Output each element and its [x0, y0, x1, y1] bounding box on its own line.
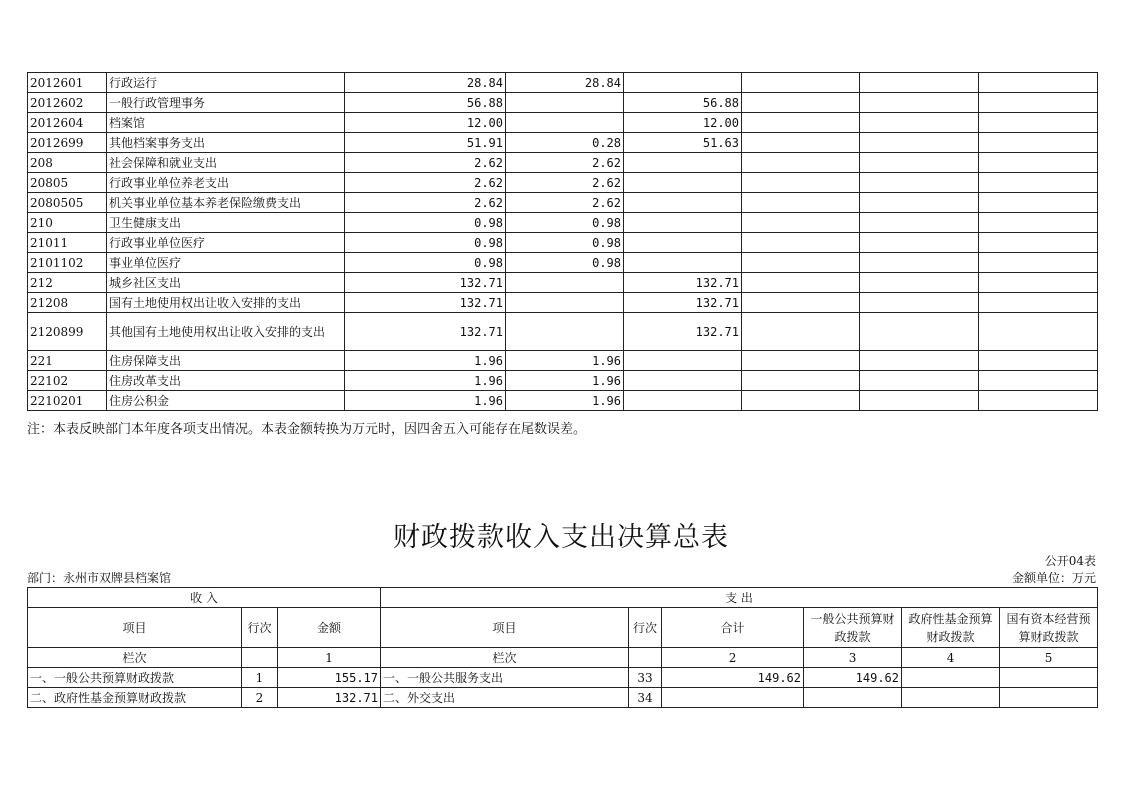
- expense-total-cell: [662, 688, 804, 708]
- empty-cell: [860, 313, 979, 351]
- general-budget-cell: 149.62: [804, 668, 902, 688]
- table-row: [28, 153, 1098, 173]
- item-code-cell: 22102: [28, 371, 107, 391]
- expense-header: 支 出: [381, 588, 1098, 608]
- general-budget-cell: [804, 688, 902, 708]
- gov-fund-cell: [902, 668, 1000, 688]
- table-row: [28, 313, 1098, 351]
- empty-cell: [742, 233, 860, 253]
- item-name-cell: 国有土地使用权出让收入安排的支出: [107, 293, 345, 313]
- expense-item-cell: 一、一般公共服务支出: [381, 668, 629, 688]
- total-cell: 28.84: [345, 73, 506, 93]
- item-name-cell: 档案馆: [107, 113, 345, 133]
- empty-cell: [742, 273, 860, 293]
- page-title: 财政拨款收入支出决算总表: [393, 522, 729, 553]
- item-code-cell: 2210201: [28, 391, 107, 411]
- project-expense-cell: 12.00: [624, 113, 742, 133]
- table-row: [28, 233, 1098, 253]
- item-name-cell: 其他档案事务支出: [107, 133, 345, 153]
- empty-cell: [979, 133, 1098, 153]
- item-name-cell: 卫生健康支出: [107, 213, 345, 233]
- item-name-cell: 一般行政管理事务: [107, 93, 345, 113]
- gov-fund-cell: [902, 688, 1000, 708]
- item-name-cell: 住房保障支出: [107, 351, 345, 371]
- basic-expense-cell: 0.28: [506, 133, 624, 153]
- table-row: [28, 173, 1098, 193]
- table-row: [28, 668, 1098, 688]
- empty-cell: [860, 351, 979, 371]
- empty-cell: [860, 273, 979, 293]
- project-expense-cell: [624, 233, 742, 253]
- empty-cell: [979, 233, 1098, 253]
- item-name-cell: 其他国有土地使用权出让收入安排的支出: [107, 313, 345, 351]
- item-name-cell: 住房公积金: [107, 391, 345, 411]
- project-expense-cell: [624, 153, 742, 173]
- total-cell: 0.98: [345, 213, 506, 233]
- table-row: [28, 688, 1098, 708]
- total-cell: 0.98: [345, 233, 506, 253]
- income-item-header: 项目: [28, 608, 242, 648]
- empty-cell: [979, 73, 1098, 93]
- empty-cell: [860, 213, 979, 233]
- expense-line-header: 行次: [629, 608, 662, 648]
- total-cell: 1.96: [345, 371, 506, 391]
- column-index-5: 5: [1000, 648, 1098, 668]
- empty-cell: [860, 233, 979, 253]
- total-cell: 2.62: [345, 153, 506, 173]
- item-code-cell: 210: [28, 213, 107, 233]
- empty-cell: [979, 113, 1098, 133]
- table-row: [28, 371, 1098, 391]
- table-row: [28, 213, 1098, 233]
- item-code-cell: 212: [28, 273, 107, 293]
- item-name-cell: 行政事业单位医疗: [107, 233, 345, 253]
- state-capital-cell: [1000, 668, 1098, 688]
- empty-cell: [979, 351, 1098, 371]
- project-expense-cell: [624, 371, 742, 391]
- expense-detail-body: [28, 73, 1098, 411]
- empty-cell: [860, 173, 979, 193]
- table-row: [28, 73, 1098, 93]
- project-expense-cell: 132.71: [624, 293, 742, 313]
- empty-cell: [979, 153, 1098, 173]
- expense-total-cell: 149.62: [662, 668, 804, 688]
- empty-cell: [860, 253, 979, 273]
- item-name-cell: 行政事业单位养老支出: [107, 173, 345, 193]
- total-cell: 132.71: [345, 293, 506, 313]
- income-item-cell: 二、政府性基金预算财政拨款: [28, 688, 242, 708]
- empty-cell: [860, 73, 979, 93]
- item-code-cell: 2012602: [28, 93, 107, 113]
- empty-cell: [979, 253, 1098, 273]
- empty-cell: [742, 351, 860, 371]
- income-item-cell: 一、一般公共预算财政拨款: [28, 668, 242, 688]
- basic-expense-cell: 2.62: [506, 193, 624, 213]
- basic-expense-cell: 0.98: [506, 213, 624, 233]
- item-code-cell: 2101102: [28, 253, 107, 273]
- total-cell: 2.62: [345, 193, 506, 213]
- table-row: [28, 193, 1098, 213]
- item-code-cell: 208: [28, 153, 107, 173]
- item-name-cell: 行政运行: [107, 73, 345, 93]
- empty-cell: [979, 193, 1098, 213]
- income-amount-cell: 132.71: [278, 688, 381, 708]
- income-line-cell: 2: [242, 688, 278, 708]
- project-expense-cell: 56.88: [624, 93, 742, 113]
- empty-cell: [979, 391, 1098, 411]
- column-index-4: 4: [902, 648, 1000, 668]
- basic-expense-cell: 2.62: [506, 173, 624, 193]
- empty-cell: [979, 371, 1098, 391]
- column-index-1: 1: [278, 648, 381, 668]
- item-code-cell: 20805: [28, 173, 107, 193]
- project-expense-cell: [624, 253, 742, 273]
- total-cell: 0.98: [345, 253, 506, 273]
- item-code-cell: 2012604: [28, 113, 107, 133]
- basic-expense-cell: [506, 293, 624, 313]
- total-cell: 2.62: [345, 173, 506, 193]
- project-expense-cell: [624, 193, 742, 213]
- basic-expense-cell: 1.96: [506, 391, 624, 411]
- item-name-cell: 城乡社区支出: [107, 273, 345, 293]
- gov-fund-header: 政府性基金预算财政拨款: [902, 608, 1000, 648]
- table-row: [28, 113, 1098, 133]
- amount-unit-label: 金额单位：万元: [1011, 571, 1096, 585]
- empty-cell: [742, 113, 860, 133]
- project-expense-cell: [624, 173, 742, 193]
- empty-cell: [860, 391, 979, 411]
- project-expense-cell: [624, 213, 742, 233]
- empty-cell: [979, 213, 1098, 233]
- table-row: [28, 133, 1098, 153]
- expense-total-header: 合计: [662, 608, 804, 648]
- project-expense-cell: [624, 351, 742, 371]
- item-code-cell: 21208: [28, 293, 107, 313]
- basic-expense-cell: [506, 273, 624, 293]
- expense-line-cell: 34: [629, 688, 662, 708]
- basic-expense-cell: [506, 113, 624, 133]
- empty-cell: [742, 193, 860, 213]
- table-row: [28, 253, 1098, 273]
- income-amount-header: 金额: [278, 608, 381, 648]
- empty-cell: [742, 391, 860, 411]
- state-capital-header: 国有资本经营预算财政拨款: [1000, 608, 1098, 648]
- basic-expense-cell: 2.62: [506, 153, 624, 173]
- project-expense-cell: [624, 73, 742, 93]
- total-cell: 51.91: [345, 133, 506, 153]
- empty-cell: [860, 153, 979, 173]
- item-name-cell: 事业单位医疗: [107, 253, 345, 273]
- empty-cell: [742, 153, 860, 173]
- income-amount-cell: 155.17: [278, 668, 381, 688]
- empty-cell: [979, 173, 1098, 193]
- empty-cell: [742, 173, 860, 193]
- expense-item-cell: 二、外交支出: [381, 688, 629, 708]
- basic-expense-cell: 0.98: [506, 233, 624, 253]
- department-label: 部门：永州市双牌县档案馆: [27, 571, 172, 585]
- state-capital-cell: [1000, 688, 1098, 708]
- column-index-exp-label: 栏次: [381, 648, 629, 668]
- project-expense-cell: [624, 391, 742, 411]
- table-note: 注：本表反映部门本年度各项支出情况。本表金额转换为万元时，因四舍五入可能存在尾数误差。: [27, 422, 587, 437]
- total-cell: 56.88: [345, 93, 506, 113]
- item-code-cell: 2012699: [28, 133, 107, 153]
- basic-expense-cell: 1.96: [506, 351, 624, 371]
- expense-detail-table: [27, 72, 1098, 411]
- fiscal-summary-body: [28, 668, 1098, 708]
- project-expense-cell: 132.71: [624, 273, 742, 293]
- item-code-cell: 2080505: [28, 193, 107, 213]
- total-cell: 132.71: [345, 273, 506, 293]
- empty-cell: [742, 213, 860, 233]
- basic-expense-cell: 28.84: [506, 73, 624, 93]
- empty-cell: [979, 313, 1098, 351]
- empty-cell: [742, 253, 860, 273]
- fiscal-summary-table: [27, 587, 1098, 708]
- item-code-cell: 2012601: [28, 73, 107, 93]
- total-cell: 12.00: [345, 113, 506, 133]
- table-row: [28, 351, 1098, 371]
- basic-expense-cell: 0.98: [506, 253, 624, 273]
- item-code-cell: 221: [28, 351, 107, 371]
- empty-cell: [742, 293, 860, 313]
- expense-line-cell: 33: [629, 668, 662, 688]
- total-cell: 1.96: [345, 351, 506, 371]
- basic-expense-cell: 1.96: [506, 371, 624, 391]
- basic-expense-cell: [506, 93, 624, 113]
- empty-cell: [860, 133, 979, 153]
- expense-item-header: 项目: [381, 608, 629, 648]
- income-line-header: 行次: [242, 608, 278, 648]
- project-expense-cell: 132.71: [624, 313, 742, 351]
- table-row: [28, 293, 1098, 313]
- empty-cell: [860, 371, 979, 391]
- basic-expense-cell: [506, 313, 624, 351]
- empty-cell: [742, 73, 860, 93]
- empty-cell: [742, 93, 860, 113]
- column-index-label: 栏次: [28, 648, 242, 668]
- empty-cell: [979, 293, 1098, 313]
- item-name-cell: 机关事业单位基本养老保险缴费支出: [107, 193, 345, 213]
- empty-cell: [860, 113, 979, 133]
- table-row: [28, 93, 1098, 113]
- empty-cell: [979, 273, 1098, 293]
- item-code-cell: 21011: [28, 233, 107, 253]
- empty-cell: [860, 293, 979, 313]
- form-code: 公开04表: [1044, 554, 1096, 568]
- empty-cell: [979, 93, 1098, 113]
- empty-cell: [860, 193, 979, 213]
- general-budget-header: 一般公共预算财政拨款: [804, 608, 902, 648]
- project-expense-cell: 51.63: [624, 133, 742, 153]
- item-code-cell: 2120899: [28, 313, 107, 351]
- empty-cell: [742, 371, 860, 391]
- empty-cell: [742, 313, 860, 351]
- column-index-3: 3: [804, 648, 902, 668]
- item-name-cell: 社会保障和就业支出: [107, 153, 345, 173]
- empty-cell: [742, 133, 860, 153]
- column-index-2: 2: [662, 648, 804, 668]
- income-line-cell: 1: [242, 668, 278, 688]
- total-cell: 132.71: [345, 313, 506, 351]
- total-cell: 1.96: [345, 391, 506, 411]
- item-name-cell: 住房改革支出: [107, 371, 345, 391]
- table-row: [28, 273, 1098, 293]
- empty-cell: [860, 93, 979, 113]
- table-row: [28, 391, 1098, 411]
- income-header: 收 入: [28, 588, 381, 608]
